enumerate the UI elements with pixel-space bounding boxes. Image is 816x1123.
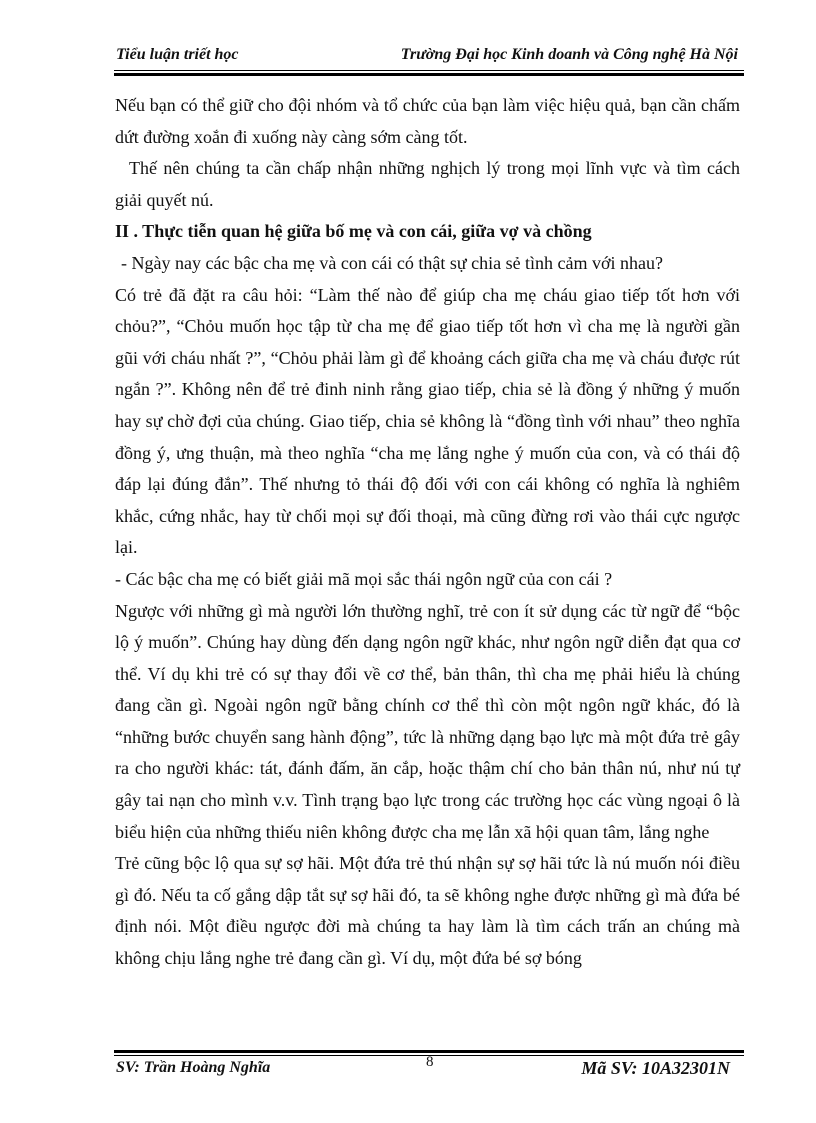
question-2: - Các bậc cha mẹ có biết giải mã mọi sắc thái ngôn ngữ của con cái ? — [115, 568, 613, 589]
page-header — [114, 40, 744, 70]
page-number: 8 — [426, 1054, 434, 1070]
document-body — [115, 90, 740, 975]
header-university-name: Trường Đại học Kinh doanh và Công nghệ Hà Nội — [400, 46, 738, 63]
header-divider-thick — [114, 73, 744, 76]
header-divider — [114, 70, 744, 71]
paragraph-2: Thế nên chúng ta cần chấp nhận những nghịch lý trong mọi lĩnh vực và tìm cách giải quyết nú. — [115, 158, 740, 210]
footer-student-id: Mã SV: 10A32301N — [581, 1058, 730, 1078]
footer-divider-thick — [114, 1050, 744, 1053]
header-course-title: Tiểu luận triết học — [116, 46, 239, 63]
paragraph-3: Có trẻ đã đặt ra câu hỏi: “Làm thế nào để giúp cha mẹ cháu giao tiếp tốt hơn với chỏu?”, “Chỏu muốn học tập từ cha mẹ để giao tiếp tốt hơn vì cha mẹ là người gần gũi với cháu nhất ?”, “Chỏu phải làm gì để khoảng cách giữa cha mẹ và cháu được rút ngắn ?”. Không nên để trẻ đinh ninh rằng giao tiếp, chia sẻ là đồng ý những ý muốn hay sự chờ đợi của chúng. Giao tiếp, chia sẻ không là “đồng tình với nhau” theo nghĩa đồng ý, ưng thuận, mà theo nghĩa “cha mẹ lắng nghe ý muốn của con, và có thái độ đáp lại đúng đắn”. Thế nhưng tỏ thái độ đối với con cái không có nghĩa là nghiêm khắc, cứng nhắc, hay từ chối mọi sự đối thoại, mà cũng đừng rơi vào thái cực ngược lại. — [115, 284, 740, 558]
page-footer — [114, 1056, 744, 1086]
question-1: - Ngày nay các bậc cha mẹ và con cái có thật sự chia sẻ tình cảm với nhau? — [121, 252, 664, 273]
paragraph-4: Ngược với những gì mà người lớn thường nghĩ, trẻ con ít sử dụng các từ ngữ để “bộc lộ ý muốn”. Chúng hay dùng đến dạng ngôn ngữ khác, như ngôn ngữ diễn đạt qua cơ thể. Ví dụ khi trẻ có sự thay đổi về cơ thể, bản thân, thì cha mẹ phải hiểu là chúng đang cần gì. Ngoài ngôn ngữ bằng chính cơ thể thì còn một ngôn ngữ khác, đó là “những bước chuyển sang hành động”, tức là những dạng bạo lực mà một đứa trẻ gây ra cho người khác: tát, đánh đấm, ăn cắp, hoặc thậm chí cho bản thân nú, như nú tự gây tai nạn cho mình v.v. Tình trạng bạo lực trong các trường học các vùng ngoại ô là biểu hiện của những thiếu niên không được cha mẹ lẫn xã hội quan tâm, lắng nghe — [115, 600, 740, 842]
paragraph-5: Trẻ cũng bộc lộ qua sự sợ hãi. Một đứa trẻ thú nhận sự sợ hãi tức là nú muốn nói điều gì đó. Nếu ta cố gắng dập tắt sự sợ hãi đó, ta sẽ không nghe được những gì mà đứa bé định nói. Một điều ngược đời mà chúng ta hay làm là tìm cách trấn an chúng mà không chịu lắng nghe trẻ đang cần gì. Ví dụ, một đứa bé sợ bóng — [115, 853, 740, 969]
footer-student-name: SV: Trần Hoàng Nghĩa — [116, 1059, 271, 1076]
paragraph-1: Nếu bạn có thể giữ cho đội nhóm và tổ chức của bạn làm việc hiệu quả, bạn cần chấm dứt đường xoắn đi xuống này càng sớm càng tốt. — [115, 95, 740, 147]
section-heading: II . Thực tiễn quan hệ giữa bố mẹ và con cái, giữa vợ và chồng — [115, 221, 592, 242]
